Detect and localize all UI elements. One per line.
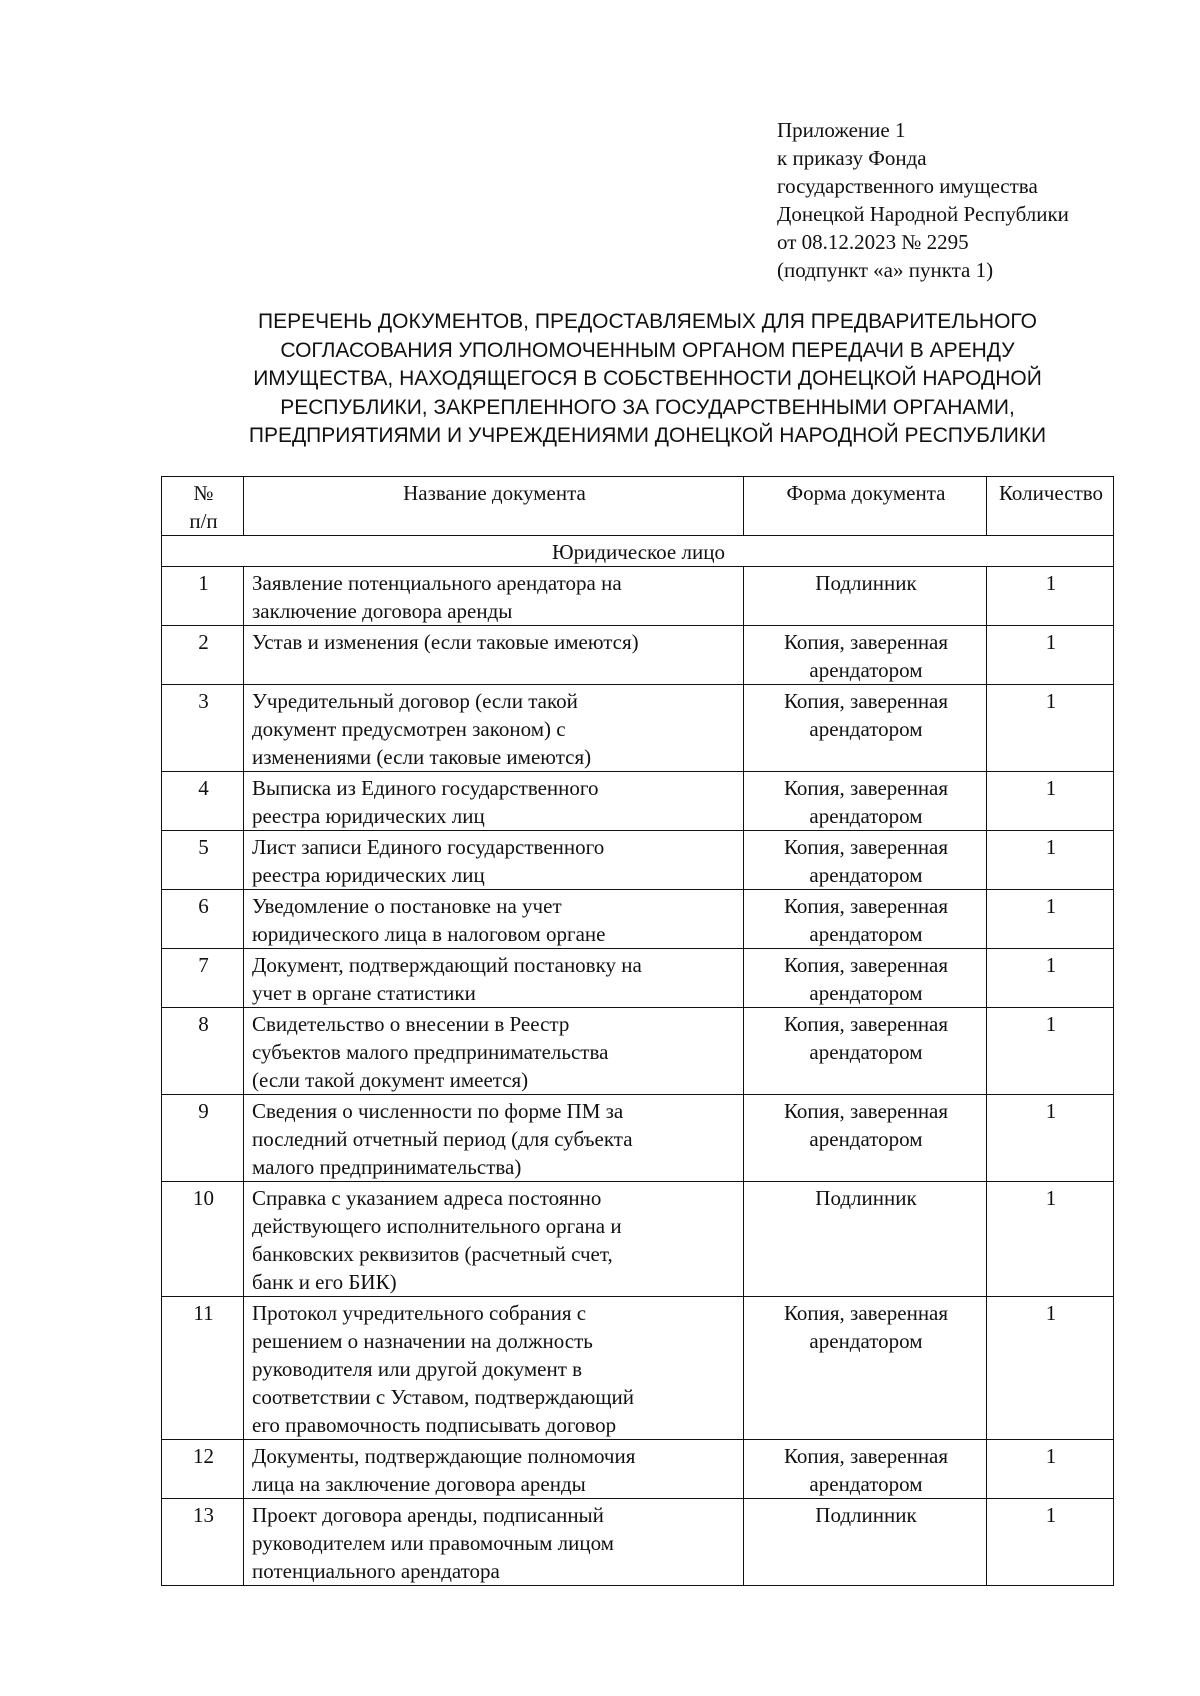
row-document-form bbox=[744, 1095, 987, 1182]
document-form-line: Подлинник bbox=[815, 1503, 917, 1527]
row-quantity: 1 bbox=[987, 685, 1114, 772]
row-quantity: 1 bbox=[987, 1182, 1114, 1297]
row-number: 4 bbox=[162, 772, 244, 831]
table-row bbox=[162, 1095, 1114, 1182]
row-document-name bbox=[244, 1297, 744, 1440]
table-body bbox=[162, 536, 1114, 1586]
document-name-line: Проект договора аренды, подписанный bbox=[252, 1503, 604, 1527]
document-name-line: Сведения о численности по форме ПМ за bbox=[252, 1099, 624, 1123]
document-form-line: арендатором bbox=[809, 922, 923, 946]
document-form-line: Копия, заверенная bbox=[783, 1301, 949, 1325]
table-row bbox=[162, 772, 1114, 831]
document-form-line: Копия, заверенная bbox=[783, 1444, 949, 1468]
title-line: РЕСПУБЛИКИ, ЗАКРЕПЛЕННОГО ЗА ГОСУДАРСТВЕННЫМИ ОРГАНАМИ, bbox=[280, 395, 1015, 419]
row-document-form bbox=[744, 626, 987, 685]
annex-line: к приказу Фонда bbox=[777, 146, 927, 170]
row-number: 9 bbox=[162, 1095, 244, 1182]
document-name-line: его правомочность подписывать договор bbox=[252, 1413, 617, 1437]
document-name-line: действующего исполнительного органа и bbox=[252, 1214, 622, 1238]
title-line: СОГЛАСОВАНИЯ УПОЛНОМОЧЕННЫМ ОРГАНОМ ПЕРЕДАЧИ В АРЕНДУ bbox=[280, 338, 1015, 362]
document-name-line: потенциального арендатора bbox=[252, 1559, 500, 1583]
document-name-line: заключение договора аренды bbox=[252, 599, 513, 623]
row-quantity: 1 bbox=[987, 890, 1114, 949]
document-name-line: Документ, подтверждающий постановку на bbox=[252, 953, 642, 977]
document-name-line: Уведомление о постановке на учет bbox=[252, 894, 562, 918]
row-document-name bbox=[244, 949, 744, 1008]
document-form-line: арендатором bbox=[809, 1040, 923, 1064]
title-line: ПЕРЕЧЕНЬ ДОКУМЕНТОВ, ПРЕДОСТАВЛЯЕМЫХ ДЛЯ ПРЕДВАРИТЕЛЬНОГО bbox=[258, 310, 1037, 333]
document-name-line: Учредительный договор (если такой bbox=[252, 689, 578, 713]
document-name-line: соответствии с Уставом, подтверждающий bbox=[252, 1385, 635, 1409]
row-document-form bbox=[744, 567, 987, 626]
row-document-name bbox=[244, 1499, 744, 1586]
document-name-line: руководителем или правомочным лицом bbox=[252, 1531, 614, 1555]
header-number-line: № bbox=[193, 481, 214, 505]
row-document-form bbox=[744, 831, 987, 890]
row-document-form bbox=[744, 772, 987, 831]
header-document-name: Название документа bbox=[244, 477, 744, 536]
row-quantity: 1 bbox=[987, 626, 1114, 685]
document-name-line: Устав и изменения (если таковые имеются) bbox=[252, 630, 639, 654]
document-form-line: Копия, заверенная bbox=[783, 630, 949, 654]
row-document-form bbox=[744, 949, 987, 1008]
document-form-line: Копия, заверенная bbox=[783, 1099, 949, 1123]
annex-line: от 08.12.2023 № 2295 bbox=[777, 230, 969, 254]
document-form-line: арендатором bbox=[809, 717, 923, 741]
section-row bbox=[162, 536, 1114, 567]
row-document-name bbox=[244, 831, 744, 890]
document-name-line: малого предпринимательства) bbox=[252, 1155, 522, 1179]
document-name-line: (если такой документ имеется) bbox=[252, 1068, 529, 1092]
document-name-line: Протокол учредительного собрания с bbox=[252, 1301, 587, 1325]
document-form-line: Копия, заверенная bbox=[783, 894, 949, 918]
row-document-name bbox=[244, 567, 744, 626]
table-row bbox=[162, 685, 1114, 772]
row-document-name bbox=[244, 1182, 744, 1297]
row-document-form bbox=[744, 890, 987, 949]
document-name-line: Лист записи Единого государственного bbox=[252, 835, 605, 859]
title-line: ПРЕДПРИЯТИЯМИ И УЧРЕЖДЕНИЯМИ ДОНЕЦКОЙ НАРОДНОЙ РЕСПУБЛИКИ bbox=[248, 424, 1047, 447]
annex-line: государственного имущества bbox=[777, 174, 1038, 198]
document-name-line: решением о назначении на должность bbox=[252, 1329, 593, 1353]
section-title: Юридическое лицо bbox=[162, 536, 1114, 567]
document-form-line: арендатором bbox=[809, 804, 923, 828]
table-row bbox=[162, 949, 1114, 1008]
table-row bbox=[162, 1297, 1114, 1440]
document-name-line: банк и его БИК) bbox=[252, 1270, 397, 1294]
document-name-line: учет в органе статистики bbox=[252, 981, 476, 1005]
row-document-form bbox=[744, 1499, 987, 1586]
row-number: 7 bbox=[162, 949, 244, 1008]
annex-line: Донецкой Народной Республики bbox=[777, 202, 1069, 226]
row-document-name bbox=[244, 1095, 744, 1182]
table-row bbox=[162, 1440, 1114, 1499]
document-name-line: Выписка из Единого государственного bbox=[252, 776, 599, 800]
table-row bbox=[162, 626, 1114, 685]
row-quantity: 1 bbox=[987, 567, 1114, 626]
row-number: 5 bbox=[162, 831, 244, 890]
table-header-row bbox=[162, 477, 1114, 536]
table-row bbox=[162, 831, 1114, 890]
document-name-line: реестра юридических лиц bbox=[252, 863, 485, 887]
document-name-line: юридического лица в налоговом органе bbox=[252, 922, 606, 946]
document-form-line: Копия, заверенная bbox=[783, 835, 949, 859]
document-name-line: лица на заключение договора аренды bbox=[252, 1472, 586, 1496]
annex-line: (подпункт «а» пункта 1) bbox=[777, 258, 994, 282]
documents-table bbox=[161, 476, 1114, 1586]
document-form-line: арендатором bbox=[809, 1472, 923, 1496]
document-name-line: Справка с указанием адреса постоянно bbox=[252, 1186, 602, 1210]
row-number: 8 bbox=[162, 1008, 244, 1095]
table-row bbox=[162, 890, 1114, 949]
row-number: 3 bbox=[162, 685, 244, 772]
document-form-line: арендатором bbox=[809, 981, 923, 1005]
row-number: 13 bbox=[162, 1499, 244, 1586]
row-number: 10 bbox=[162, 1182, 244, 1297]
document-name-line: субъектов малого предпринимательства bbox=[252, 1040, 609, 1064]
document-name-line: последний отчетный период (для субъекта bbox=[252, 1127, 633, 1151]
row-number: 11 bbox=[162, 1297, 244, 1440]
document-form-line: арендатором bbox=[809, 1127, 923, 1151]
document-form-line: Копия, заверенная bbox=[783, 1012, 949, 1036]
row-quantity: 1 bbox=[987, 1095, 1114, 1182]
row-quantity: 1 bbox=[987, 772, 1114, 831]
table-row bbox=[162, 1182, 1114, 1297]
row-document-form bbox=[744, 1440, 987, 1499]
document-form-line: арендатором bbox=[809, 658, 923, 682]
document-name-line: Заявление потенциального арендатора на bbox=[252, 571, 622, 595]
row-quantity: 1 bbox=[987, 1440, 1114, 1499]
document-form-line: Копия, заверенная bbox=[783, 689, 949, 713]
document-form-line: арендатором bbox=[809, 1329, 923, 1353]
document-name-line: руководителя или другой документ в bbox=[252, 1357, 583, 1381]
document-form-line: Подлинник bbox=[815, 1186, 917, 1210]
row-quantity: 1 bbox=[987, 1008, 1114, 1095]
document-name-line: документ предусмотрен законом) с bbox=[252, 717, 566, 741]
row-quantity: 1 bbox=[987, 1297, 1114, 1440]
document-form-line: Копия, заверенная bbox=[783, 776, 949, 800]
document-name-line: банковских реквизитов (расчетный счет, bbox=[252, 1242, 613, 1266]
row-number: 6 bbox=[162, 890, 244, 949]
header-quantity: Количество bbox=[987, 477, 1114, 536]
row-quantity: 1 bbox=[987, 949, 1114, 1008]
document-name-line: Документы, подтверждающие полномочия bbox=[252, 1444, 636, 1468]
table-row bbox=[162, 1499, 1114, 1586]
row-document-name bbox=[244, 1008, 744, 1095]
row-document-name bbox=[244, 772, 744, 831]
header-number bbox=[162, 477, 244, 536]
document-form-line: арендатором bbox=[809, 863, 923, 887]
row-number: 12 bbox=[162, 1440, 244, 1499]
document-name-line: реестра юридических лиц bbox=[252, 804, 485, 828]
annex-header bbox=[777, 116, 1157, 284]
header-number-line: п/п bbox=[189, 509, 218, 533]
row-document-name bbox=[244, 1440, 744, 1499]
table-row bbox=[162, 1008, 1114, 1095]
document-title bbox=[150, 308, 1145, 451]
row-document-form bbox=[744, 1008, 987, 1095]
row-number: 2 bbox=[162, 626, 244, 685]
document-name-line: изменениями (если таковые имеются) bbox=[252, 745, 592, 769]
document-name-line: Свидетельство о внесении в Реестр bbox=[252, 1012, 570, 1036]
table-row bbox=[162, 567, 1114, 626]
row-quantity: 1 bbox=[987, 831, 1114, 890]
row-document-name bbox=[244, 626, 744, 685]
document-form-line: Подлинник bbox=[815, 571, 917, 595]
row-document-form bbox=[744, 1297, 987, 1440]
header-document-form: Форма документа bbox=[744, 477, 987, 536]
row-document-form bbox=[744, 685, 987, 772]
row-quantity: 1 bbox=[987, 1499, 1114, 1586]
row-document-form bbox=[744, 1182, 987, 1297]
title-line: ИМУЩЕСТВА, НАХОДЯЩЕГОСЯ В СОБСТВЕННОСТИ ДОНЕЦКОЙ НАРОДНОЙ bbox=[253, 367, 1042, 390]
row-document-name bbox=[244, 685, 744, 772]
row-document-name bbox=[244, 890, 744, 949]
row-number: 1 bbox=[162, 567, 244, 626]
document-form-line: Копия, заверенная bbox=[783, 953, 949, 977]
annex-line: Приложение 1 bbox=[777, 118, 906, 142]
